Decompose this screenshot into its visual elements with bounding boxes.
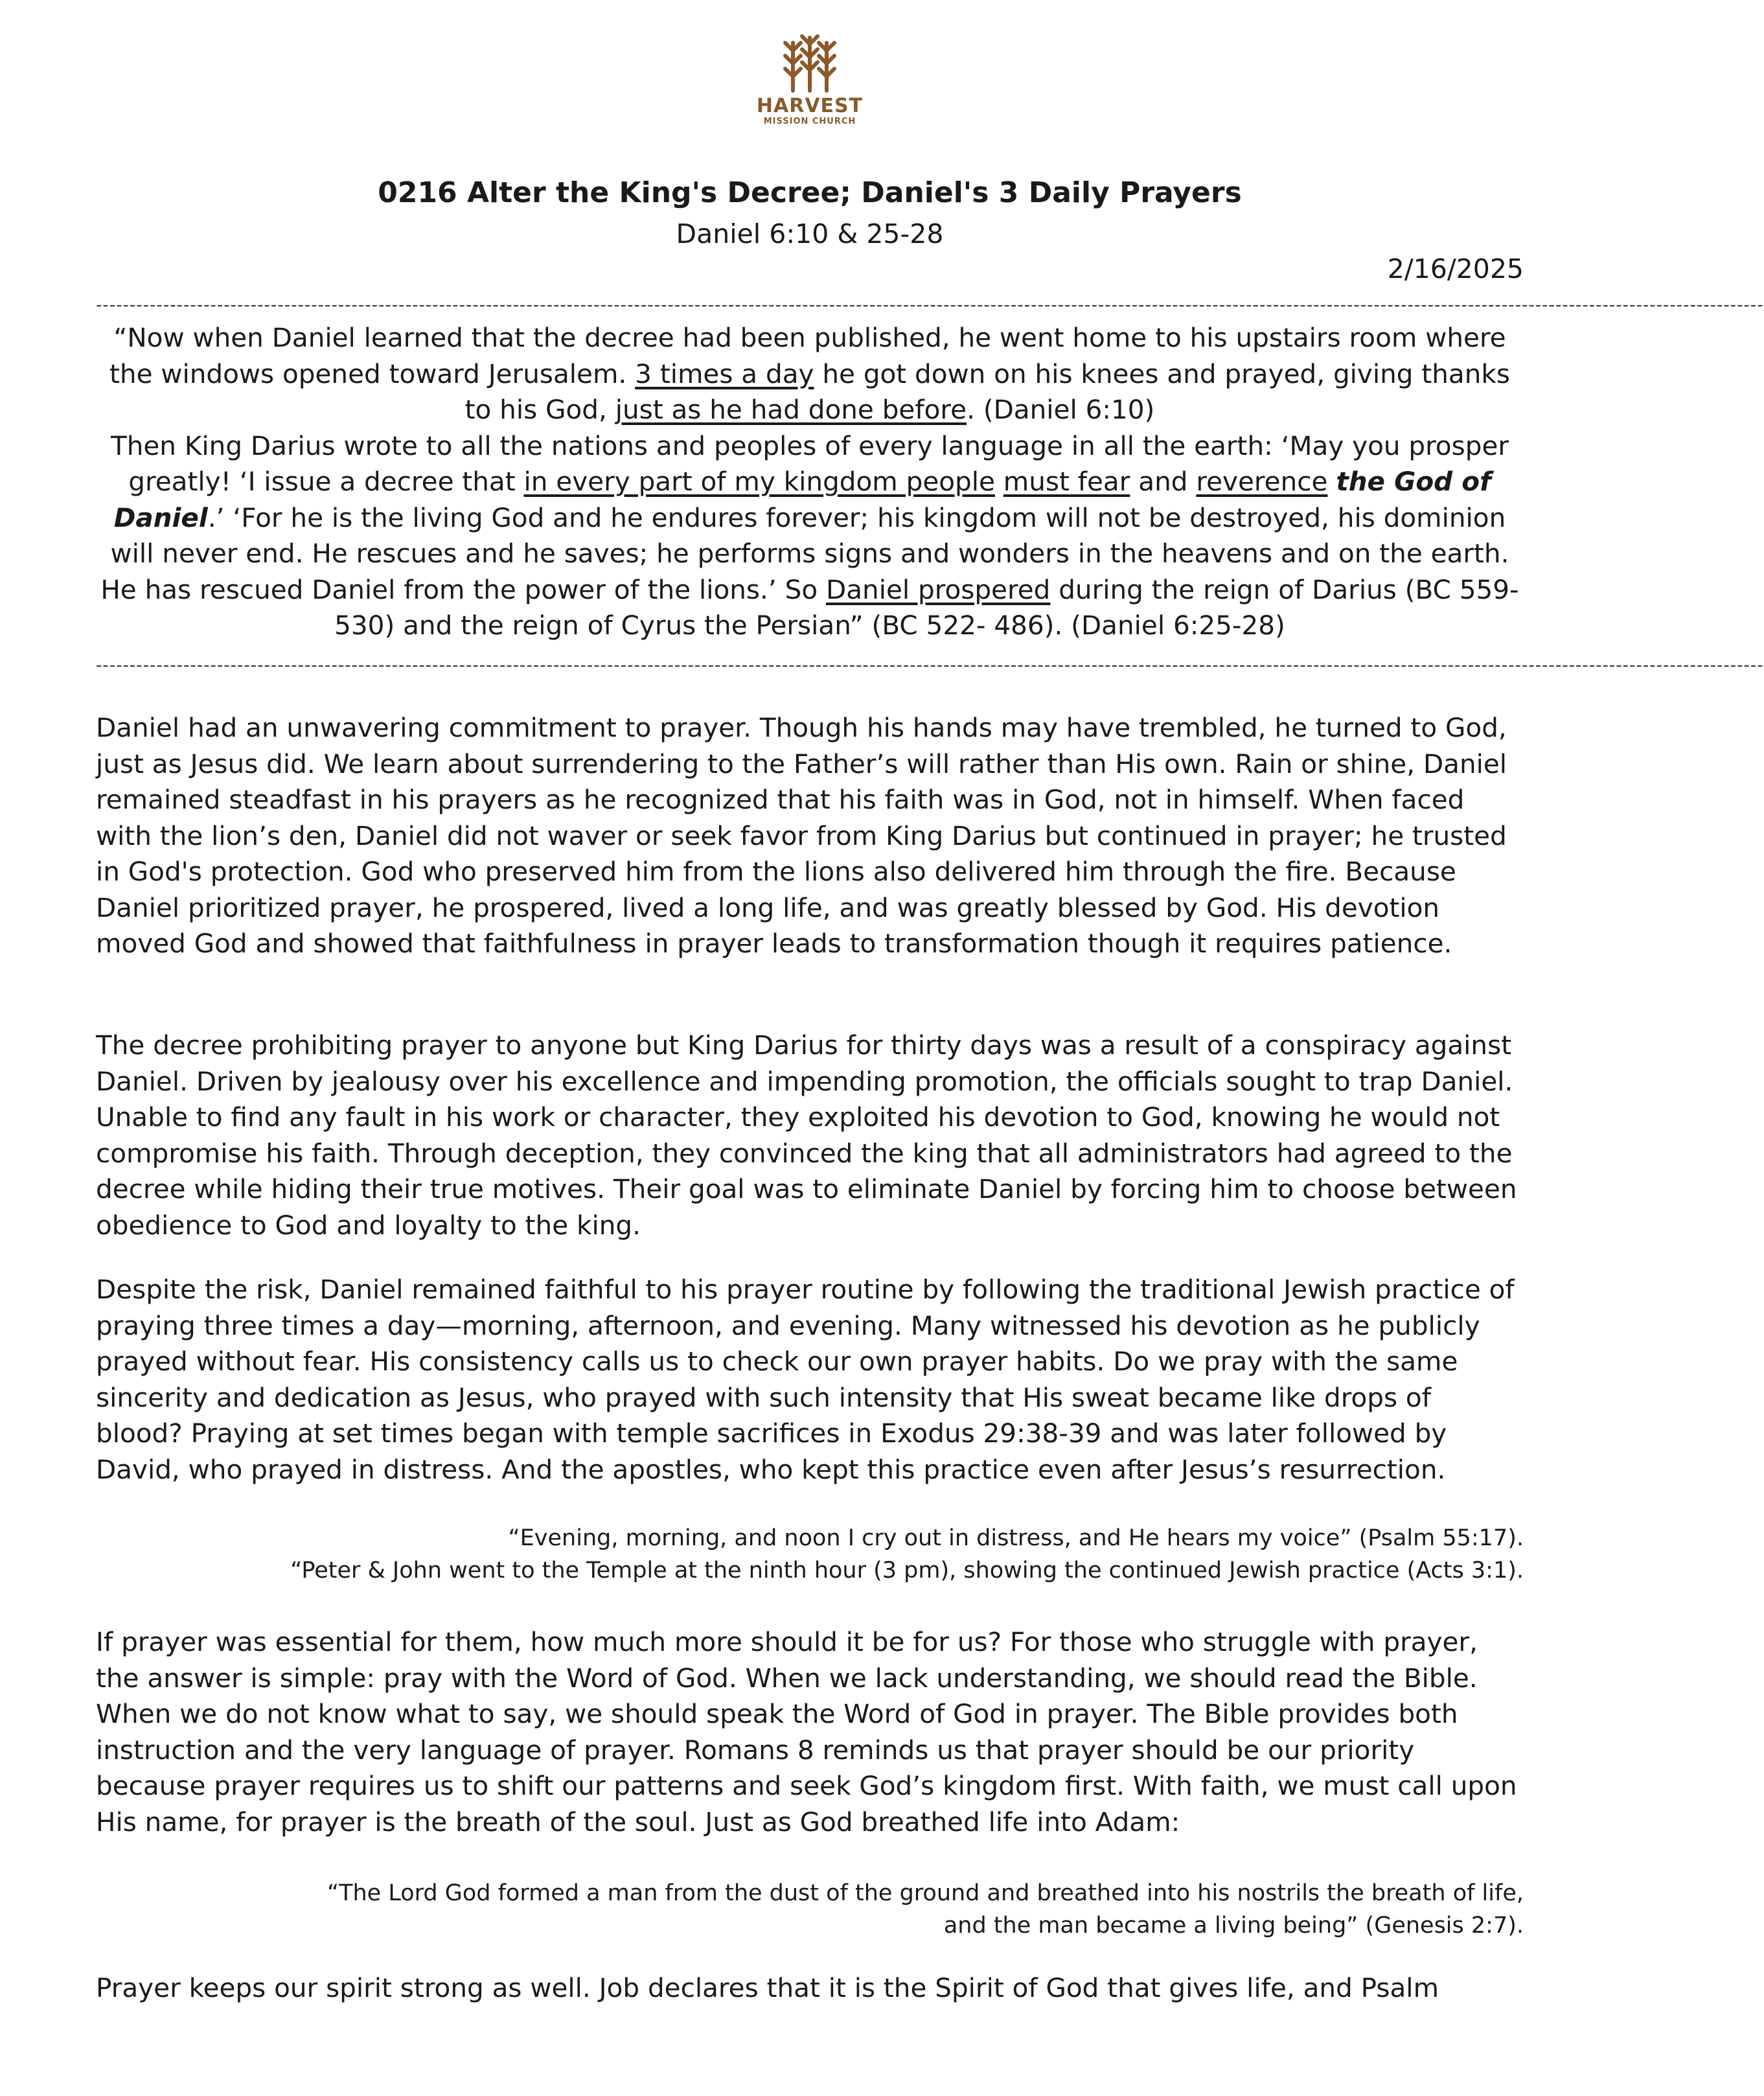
body-paragraph-1: Daniel had an unwavering commitment to prayer. Though his hands may have trembled, he turned to God, just as Jesus did. We learn about surrendering to the Father’s will rather than His own. Rain or shine, Daniel remained steadfast in his prayers as he recognized that his faith was in God, not in himself. When faced with the lion’s den, Daniel did not waver or seek favor from King Darius but continued in prayer; he trusted in God's protection. God who preserved him from the lions also delivered him through the fire. Because Daniel prioritized prayer, he prospered, lived a long life, and was greatly blessed by God. His devotion moved God and showed that faithfulness in prayer leads to transformation though it requires patience. — [96, 712, 1507, 959]
scripture-underline: Daniel prospered — [826, 573, 1051, 605]
body-paragraph-2: The decree prohibiting prayer to anyone but King Darius for thirty days was a result of a conspiracy against Daniel. Driven by jealousy over his excellence and impending promotion, the officials sought to trap Daniel. Unable to find any fault in his work or character, they exploited his devotion to God, knowing he would not compromise his faith. Through deception, they convinced the king that all administrators had agreed to the decree while hiding their true motives. Their goal was to eliminate Daniel by forcing him to choose between obedience to God and loyalty to the king. — [96, 1030, 1517, 1241]
scripture-text: . (Daniel 6:10) — [967, 394, 1155, 425]
scripture-passage — [96, 320, 1524, 644]
quote-genesis-line-1: “The Lord God formed a man from the dust of the ground and breathed into his nostrils the breath of life, — [326, 1880, 1524, 1906]
logo-subname: MISSION CHURCH — [763, 117, 856, 126]
body-paragraph-4: If prayer was essential for them, how much more should it be for us? For those who struggle with prayer, the answer is simple: pray with the Word of God. When we lack understanding, we should read the Bible. When we do not know what to say, we should speak the Word of God in prayer. The Bible provides both instruction and the very language of prayer. Romans 8 reminds us that prayer should be our priority because prayer requires us to shift our patterns and seek God’s kingdom first. With faith, we must call upon His name, for prayer is the breath of the soul. Just as God breathed life into Adam: — [96, 1626, 1517, 1837]
body-paragraph-3: Despite the risk, Daniel remained faithful to his prayer routine by following the traditional Jewish practice of praying three times a day—morning, afternoon, and evening. Many witnessed his devotion as he publicly prayed without fear. His consistency calls us to check our own prayer habits. Do we pray with the same sincerity and dedication as Jesus, who prayed with such intensity that His sweat became like drops of blood? Praying at set times began with temple sacrifices in Exodus 29:38-39 and was later followed by David, who prayed in distress. And the apostles, who kept this practice even after Jesus’s resurrection. — [96, 1274, 1515, 1485]
body-paragraph-5: Prayer keeps our spirit strong as well. Job declares that it is the Spirit of God that gives life, and Psalm — [96, 1972, 1439, 2003]
divider-top: -------------------------------------------------------------------------------------------------------------------------------------------------------------------------------------------------------------------------------------------------------- — [96, 295, 1764, 315]
church-logo — [751, 31, 868, 141]
scripture-emphasis: the God of Daniel — [113, 466, 1491, 533]
quote-genesis-line-2: and the man became a living being” (Genesis 2:7). — [943, 1913, 1524, 1939]
wheat-bundle-icon — [771, 31, 849, 93]
page-title: 0216 Alter the King's Decree; Daniel's 3 Daily Prayers — [378, 176, 1242, 209]
scripture-underline: in every part of my kingdom people — [523, 466, 995, 497]
logo-name: HARVEST — [756, 95, 864, 117]
scripture-text: .’ ‘For he is the living God and he endures forever; his kingdom will not be destroyed, his dominion will never end. He rescues and he saves; he performs signs and wonders in the heavens and on the earth. He has rescued Daniel from the power of the lions.’ So — [100, 501, 1509, 605]
scripture-underline: 3 times a day — [635, 358, 814, 389]
scripture-text: during the reign of Darius (BC 559-530) and the reign of Cyrus the Persian” (BC 522- 486). (Daniel 6:25-28) — [334, 573, 1519, 641]
scripture-reference: Daniel 6:10 & 25-28 — [676, 218, 944, 249]
scripture-text — [995, 466, 1003, 497]
quote-acts: “Peter & John went to the Temple at the ninth hour (3 pm), showing the continued Jewish practice (Acts 3:1). — [290, 1558, 1524, 1584]
scripture-text: “Now when Daniel learned that the decree had been published, he went home to his upstairs room where the windows opened toward Jerusalem. — [109, 322, 1506, 389]
quote-psalm: “Evening, morning, and noon I cry out in distress, and He hears my voice” (Psalm 55:17). — [508, 1525, 1524, 1551]
scripture-underline: reverence — [1196, 466, 1328, 497]
scripture-underline: must fear — [1003, 466, 1130, 497]
scripture-underline: just as he had done before — [615, 394, 967, 425]
scripture-text — [1327, 466, 1336, 497]
sermon-date: 2/16/2025 — [1387, 253, 1524, 284]
scripture-text: Then King Darius wrote to all the nations and peoples of every language in all the earth: ‘May you prosper greatly! ‘I issue a decree that — [110, 430, 1509, 497]
scripture-text: he got down on his knees and prayed, giving thanks to his God, — [464, 358, 1510, 425]
scripture-text: and — [1130, 466, 1197, 497]
divider-bottom: -------------------------------------------------------------------------------------------------------------------------------------------------------------------------------------------------------------------------------------------------------- — [96, 656, 1764, 675]
